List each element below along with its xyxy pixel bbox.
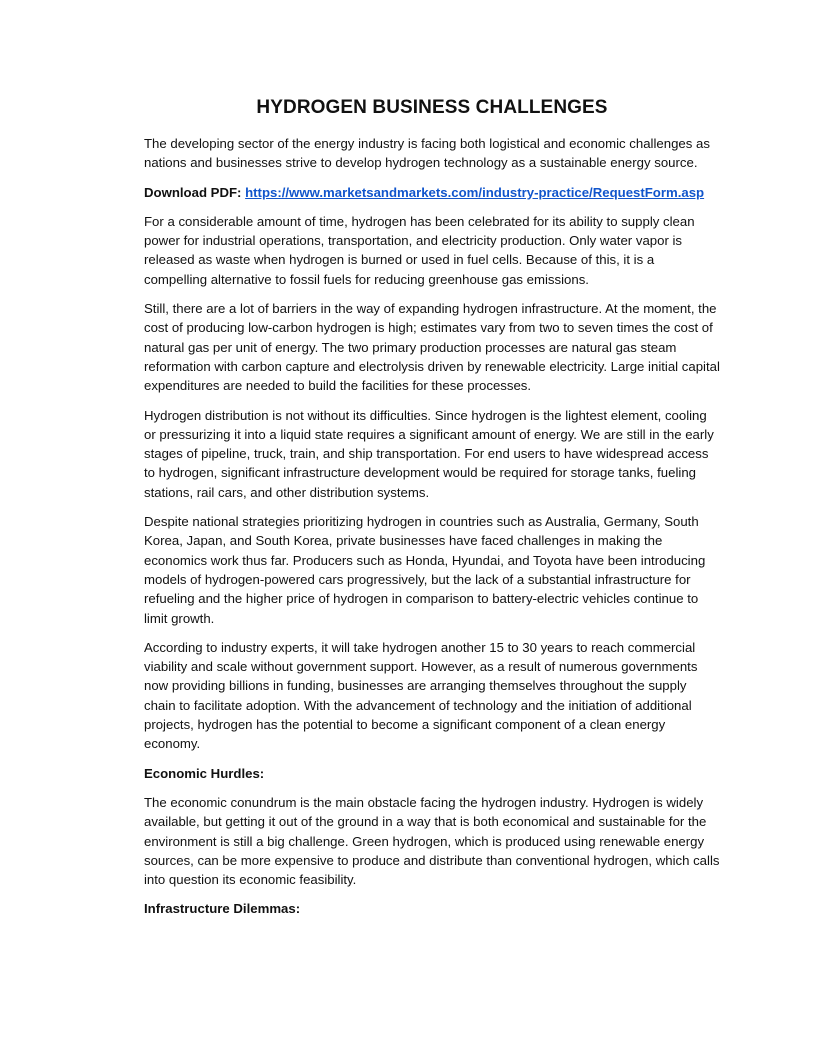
download-line <box>144 183 720 202</box>
intro-paragraph: The developing sector of the energy industry is facing both logistical and economic challenges as nations and businesses strive to develop hydrogen technology as a sustainable energy source. <box>144 136 710 171</box>
infrastructure-dilemmas-heading: Infrastructure Dilemmas: <box>144 901 301 917</box>
body-paragraph-5: According to industry experts, it will take hydrogen another 15 to 30 years to reach commercial viability and scale without government support. However, as a result of numerous governments now providing billions in funding, businesses are arranging themselves throughout the supply chain to facilitate adoption. With the advancement of technology and the initiation of additional projects, hydrogen has the potential to become a significant component of a clean energy economy. <box>144 639 698 752</box>
download-label: Download PDF: <box>144 184 242 200</box>
download-pdf-link[interactable]: https://www.marketsandmarkets.com/industry-practice/RequestForm.asp <box>245 184 705 200</box>
body-paragraph-4: Despite national strategies prioritizing hydrogen in countries such as Australia, Germany, South Korea, Japan, and South Korea, private businesses have faced challenges in making the economics work thus far. Producers such as Honda, Hyundai, and Toyota have been introducing models of hydrogen-powered cars progressively, but the lack of a substantial infrastructure for refueling and the higher price of hydrogen in comparison to battery-electric vehicles continue to limit growth. <box>144 514 706 626</box>
page-title: HYDROGEN BUSINESS CHALLENGES <box>256 97 608 118</box>
economic-hurdles-heading: Economic Hurdles: <box>144 765 265 781</box>
body-paragraph-1: For a considerable amount of time, hydrogen has been celebrated for its ability to supply clean power for industrial operations, transportation, and electricity production. Only water vapor is released as waste when hydrogen is burned or used in fuel cells. Because of this, it is a compelling alternative to fossil fuels for reducing greenhouse gas emissions. <box>144 213 695 287</box>
economic-hurdles-paragraph: The economic conundrum is the main obstacle facing the hydrogen industry. Hydrogen is widely available, but getting it out of the ground in a way that is both economical and sustainable for the environment is still a big challenge. Green hydrogen, which is produced using renewable energy sources, can be more expensive to produce and distribute than conventional hydrogen, which calls into question its economic feasibility. <box>144 794 720 888</box>
body-paragraph-2: Still, there are a lot of barriers in the way of expanding hydrogen infrastructure. At the moment, the cost of producing low-carbon hydrogen is high; estimates vary from two to seven times the cost of natural gas per unit of energy. The two primary production processes are natural gas steam reformation with carbon capture and electrolysis driven by renewable electricity. Large initial capital expenditures are needed to build the facilities for these processes. <box>144 301 720 394</box>
body-paragraph-3: Hydrogen distribution is not without its difficulties. Since hydrogen is the lightest element, cooling or pressurizing it into a liquid state requires a significant amount of energy. We are still in the early stages of pipeline, truck, train, and ship transportation. For end users to have widespread access to hydrogen, significant infrastructure development would be required for storage tanks, fueling stations, rail cars, and other distribution systems. <box>144 407 714 500</box>
document-body <box>144 96 720 929</box>
